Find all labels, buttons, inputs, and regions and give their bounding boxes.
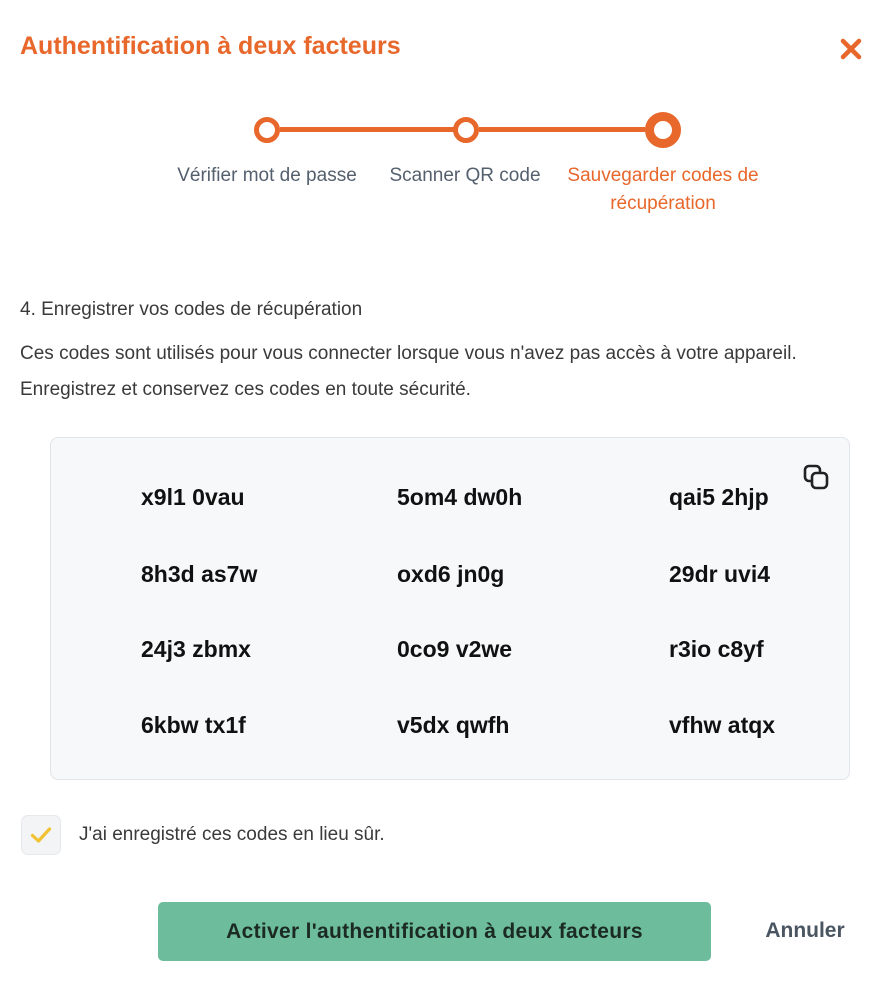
close-button[interactable] <box>834 32 868 66</box>
recovery-code: 6kbw tx1f <box>141 712 246 738</box>
dialog-title: Authentification à deux facteurs <box>20 32 401 60</box>
step-dot-scan-qr <box>453 117 479 143</box>
recovery-code: 5om4 dw0h <box>397 484 523 510</box>
recovery-code: 24j3 zbmx <box>141 636 251 662</box>
close-icon <box>840 38 862 60</box>
recovery-code: 0co9 v2we <box>397 636 513 662</box>
step-label-verify-password: Vérifier mot de passe <box>177 165 357 186</box>
recovery-code: 8h3d as7w <box>141 561 258 587</box>
confirm-saved-label[interactable]: J'ai enregistré ces codes en lieu sûr. <box>79 824 385 845</box>
stepper-connector-1 <box>280 127 454 132</box>
step-dot-save-codes <box>645 112 681 148</box>
recovery-code: oxd6 jn0g <box>397 561 505 587</box>
step-dot-verify-password <box>254 117 280 143</box>
recovery-codes-panel <box>50 437 850 780</box>
step-label-save-codes: Sauvegarder codes de récupération <box>567 165 759 214</box>
copy-icon <box>802 463 830 491</box>
recovery-code: qai5 2hjp <box>669 484 769 510</box>
section-description: Ces codes sont utilisés pour vous connecter lorsque vous n'avez pas accès à votre appareil. Enregistrez et conservez ces codes en toute sécurité. <box>20 343 797 400</box>
recovery-code: vfhw atqx <box>669 712 776 738</box>
step-label-scan-qr: Scanner QR code <box>389 165 541 186</box>
recovery-code: x9l1 0vau <box>141 484 245 510</box>
cancel-button[interactable]: Annuler <box>745 910 865 952</box>
enable-2fa-button[interactable]: Activer l'authentification à deux facteurs <box>158 902 711 961</box>
checkmark-icon <box>30 826 52 844</box>
recovery-code: r3io c8yf <box>669 636 764 662</box>
confirm-saved-checkbox[interactable] <box>21 815 61 855</box>
recovery-code: 29dr uvi4 <box>669 561 770 587</box>
copy-codes-button[interactable] <box>799 460 833 494</box>
stepper-connector-2 <box>479 127 645 132</box>
recovery-code: v5dx qwfh <box>397 712 510 738</box>
section-title: 4. Enregistrer vos codes de récupération <box>20 299 363 320</box>
